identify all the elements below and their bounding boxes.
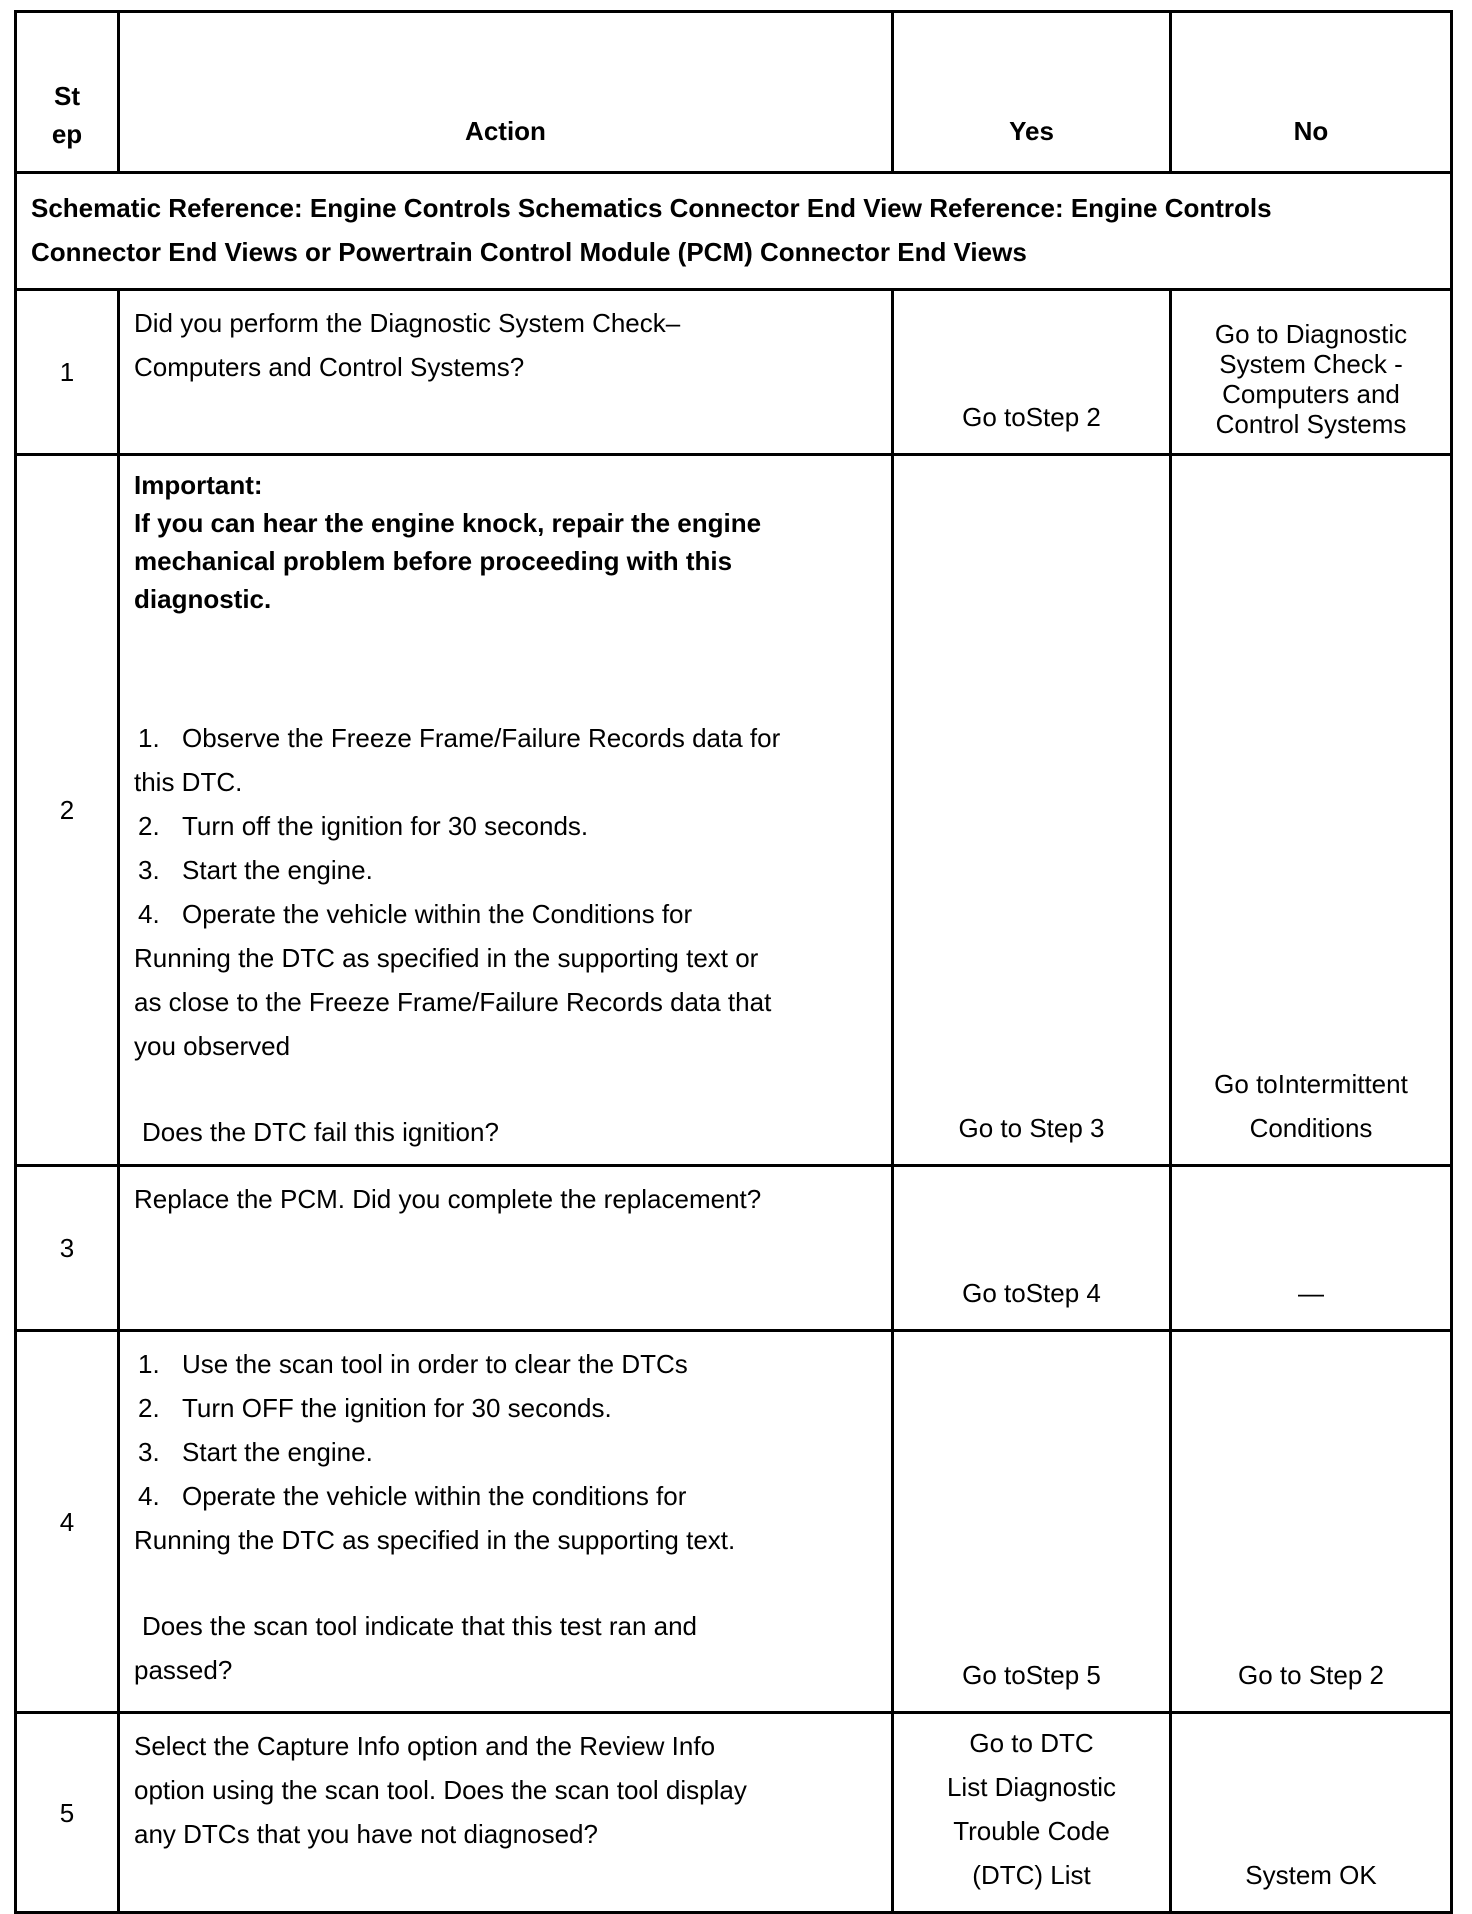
diagnostic-table: [14, 10, 1453, 1914]
list-text: Use the scan tool in order to clear the DTCs: [182, 1349, 688, 1379]
list-number: 4.: [138, 1481, 160, 1511]
step-no: [1171, 1331, 1452, 1713]
step-yes: [893, 455, 1171, 1166]
step-no: [1171, 290, 1452, 455]
list-continuation: as close to the Freeze Frame/Failure Records data that: [134, 987, 772, 1017]
important-line: mechanical problem before proceeding with this: [134, 546, 733, 576]
step-question: Does the scan tool indicate that this test ran and: [142, 1611, 698, 1641]
step-number: 3: [16, 1166, 119, 1331]
important-line: If you can hear the engine knock, repair the engine: [134, 508, 762, 538]
step-number: 1: [16, 290, 119, 455]
action-line: Replace the PCM. Did you complete the replacement?: [134, 1184, 762, 1214]
step-number: 2: [16, 455, 119, 1166]
list-continuation: you observed: [134, 1031, 291, 1061]
list-number: 3.: [138, 1437, 160, 1467]
table-row: [16, 1713, 1452, 1913]
step-number: 5: [16, 1713, 119, 1913]
list-item: [134, 1430, 877, 1474]
header-step-line2: ep: [51, 119, 83, 149]
list-item: [134, 1474, 877, 1518]
step-action: [119, 290, 893, 455]
step-action: [119, 1713, 893, 1913]
no-result: —: [1298, 1278, 1324, 1308]
step-yes: [893, 1166, 1171, 1331]
yes-line: List Diagnostic: [946, 1772, 1117, 1802]
list-text: Observe the Freeze Frame/Failure Records data for: [182, 723, 781, 753]
action-line: Select the Capture Info option and the Review Info: [134, 1731, 716, 1761]
yes-result: Go toStep 4: [962, 1278, 1101, 1308]
no-result: System OK: [1245, 1860, 1377, 1890]
list-text: Start the engine.: [182, 855, 373, 885]
yes-result: Go to Step 3: [958, 1113, 1105, 1143]
diagnostic-table-sheet: [14, 10, 1450, 1914]
header-row: [16, 12, 1452, 173]
reference-line-2: Connector End Views or Powertrain Control Module (PCM) Connector End Views: [31, 237, 1027, 267]
action-line: Computers and Control Systems?: [134, 352, 525, 382]
header-step-line1: St: [54, 81, 80, 111]
list-item: [134, 716, 877, 760]
step-question: Does the DTC fail this ignition?: [142, 1117, 499, 1147]
step-number: 4: [16, 1331, 119, 1713]
step-no: [1171, 455, 1452, 1166]
step-yes: [893, 1713, 1171, 1913]
step-action: [119, 1166, 893, 1331]
table-row: [16, 290, 1452, 455]
header-step: [16, 12, 119, 173]
yes-line: Go to DTC: [969, 1728, 1094, 1758]
list-item: [134, 1386, 877, 1430]
list-text: Operate the vehicle within the conditions for: [182, 1481, 687, 1511]
list-number: 3.: [138, 855, 160, 885]
list-continuation: this DTC.: [134, 767, 243, 797]
list-item: [134, 892, 877, 936]
step-action: [119, 455, 893, 1166]
step-yes: [893, 290, 1171, 455]
header-action: Action: [119, 12, 893, 173]
list-text: Turn off the ignition for 30 seconds.: [182, 811, 589, 841]
step-yes: [893, 1331, 1171, 1713]
step-no: [1171, 1166, 1452, 1331]
table-row: [16, 1166, 1452, 1331]
header-no: No: [1171, 12, 1452, 173]
yes-line: Trouble Code: [953, 1816, 1110, 1846]
no-line: Computers and: [1222, 379, 1400, 409]
list-text: Start the engine.: [182, 1437, 373, 1467]
list-item: [134, 848, 877, 892]
schematic-reference: [16, 173, 1452, 290]
list-continuation: Running the DTC as specified in the supporting text.: [134, 1525, 736, 1555]
list-text: Operate the vehicle within the Conditions for: [182, 899, 693, 929]
list-number: 1.: [138, 723, 160, 753]
list-number: 2.: [138, 811, 160, 841]
list-item: [134, 1342, 877, 1386]
list-text: Turn OFF the ignition for 30 seconds.: [182, 1393, 612, 1423]
no-line: Control Systems: [1215, 409, 1407, 439]
step-no: [1171, 1713, 1452, 1913]
list-number: 2.: [138, 1393, 160, 1423]
no-result: Go to Step 2: [1238, 1660, 1384, 1690]
no-line: System Check -: [1219, 349, 1403, 379]
step-question: passed?: [134, 1655, 233, 1685]
yes-result: Go toStep 2: [962, 402, 1101, 432]
no-line: Go to Diagnostic: [1214, 319, 1408, 349]
list-continuation: Running the DTC as specified in the supporting text or: [134, 943, 759, 973]
no-line: Go toIntermittent: [1214, 1069, 1408, 1099]
list-item: [134, 804, 877, 848]
table-row: [16, 1331, 1452, 1713]
important-line: diagnostic.: [134, 584, 272, 614]
action-line: Did you perform the Diagnostic System Check–: [134, 308, 681, 338]
header-yes: Yes: [893, 12, 1171, 173]
reference-row: [16, 173, 1452, 290]
step-action: [119, 1331, 893, 1713]
list-number: 4.: [138, 899, 160, 929]
important-label: Important:: [134, 470, 263, 500]
no-line: Conditions: [1249, 1113, 1373, 1143]
yes-result: Go toStep 5: [962, 1660, 1101, 1690]
yes-line: (DTC) List: [972, 1860, 1091, 1890]
action-line: option using the scan tool. Does the scan tool display: [134, 1775, 747, 1805]
action-line: any DTCs that you have not diagnosed?: [134, 1819, 598, 1849]
list-number: 1.: [138, 1349, 160, 1379]
table-row: [16, 455, 1452, 1166]
reference-line-1: Schematic Reference: Engine Controls Schematics Connector End View Reference: Engine Controls: [31, 193, 1272, 223]
